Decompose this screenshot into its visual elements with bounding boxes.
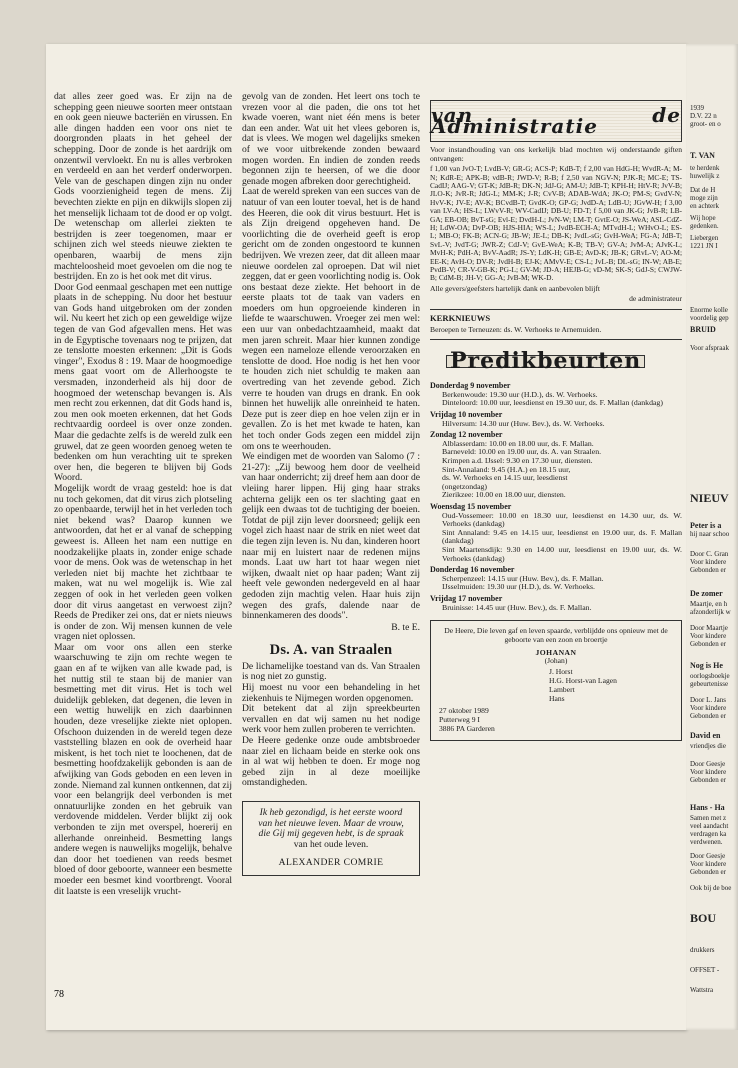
service-line: Barneveld: 10.00 en 19.00 uur, ds. A. van Straalen. bbox=[442, 447, 602, 457]
edge-text-fragment: Gebonden er bbox=[690, 712, 726, 720]
edge-text-fragment: afzonderlijk w bbox=[690, 608, 731, 616]
service-line: Oud-Vossemeer: 10.00 en 18.30 uur, leesdienst en 14.30 uur, ds. W. Verhoeks (dankdag) bbox=[442, 510, 682, 529]
edge-text-fragment: Door Geesje bbox=[690, 760, 726, 768]
paragraph: De Heere gedenke onze oude ambtsbroeder naar ziel en lichaam beide en sterke ook ons in al wat wij hebben te doen. Er moge nog gebed zijn in al deze moeilijke omstandigheden. bbox=[242, 735, 420, 789]
edge-text-fragment: De zomer bbox=[690, 589, 723, 598]
address-line: Putterweg 9 I bbox=[439, 715, 480, 725]
edge-text-fragment: Voor kindere bbox=[690, 632, 727, 640]
family-name: Hans bbox=[549, 693, 565, 703]
edge-text-fragment: hij naar schoo bbox=[690, 530, 730, 538]
edge-text-fragment: Dat de H bbox=[690, 186, 716, 194]
service-line: ds. W. Verhoeks en 14.15 uur, leesdienst bbox=[442, 473, 568, 483]
edge-text-fragment: voordelig gep bbox=[690, 314, 729, 322]
paragraph: Hij moest nu voor een behandeling in het ziekenhuis te Nijmegen worden opgenomen. bbox=[242, 682, 420, 704]
birth-name: JOHANAN bbox=[535, 647, 577, 657]
family-name: Lambert bbox=[549, 684, 575, 694]
edge-text-fragment: Wattstra bbox=[690, 986, 714, 994]
edge-text-fragment: Gebonden er bbox=[690, 566, 726, 574]
day-title: Zondag 12 november bbox=[430, 430, 503, 440]
edge-text-fragment: Voor kindere bbox=[690, 558, 727, 566]
kerknieuws-title: KERKNIEUWS bbox=[430, 313, 491, 324]
edge-text-fragment: Door Geesje bbox=[690, 852, 726, 860]
magazine-page bbox=[46, 44, 686, 1030]
service-line: Hilversum: 14.30 uur (Huw. Bev.), ds. W. Verhoeks. bbox=[442, 418, 605, 428]
administratie-logo: van de Administratie bbox=[430, 100, 682, 142]
birth-announcement bbox=[430, 620, 682, 741]
family-name: H.G. Horst-van Lagen bbox=[549, 676, 617, 686]
quote-line: die Gij mij gegeven hebt, is de spraak bbox=[258, 828, 404, 840]
admin-signature: de administrateur bbox=[629, 294, 682, 304]
edge-text-fragment: 1221 JN I bbox=[690, 242, 718, 250]
service-line: Krimpen a.d. IJssel: 9.30 en 17.30 uur, diensten. bbox=[442, 456, 593, 465]
edge-text-fragment: huwelijk z bbox=[690, 172, 720, 180]
service-line: Dinteloord: 10.00 uur, leesdienst en 19.30 uur, ds. F. Mallan (dankdag) bbox=[442, 398, 663, 408]
predikbeurten-logo bbox=[446, 344, 682, 378]
edge-text-fragment: Door L. Jans bbox=[690, 696, 726, 704]
edge-text-fragment: David en bbox=[690, 731, 721, 740]
edge-text-fragment: verdwenen. bbox=[690, 838, 723, 846]
edge-text-fragment: Hans - Ha bbox=[690, 803, 725, 812]
day-title: Donderdag 16 november bbox=[430, 565, 515, 575]
quote-box bbox=[242, 801, 420, 876]
admin-thanks: Alle gevers/geefsters hartelijk dank en aanbevolen blijft bbox=[430, 283, 600, 293]
service-line: Bruinisse: 14.45 uur (Huw. Bev.), ds. F. Mallan. bbox=[442, 602, 592, 612]
admin-intro: Voor instandhouding van ons kerkelijk blad mochten wij onderstaande giften ontvangen: bbox=[430, 145, 682, 163]
service-line: Sint-Annaland: 9.45 (H.A.) en 18.15 uur, bbox=[442, 464, 571, 474]
family-names bbox=[549, 668, 673, 703]
schedule-day bbox=[430, 503, 682, 563]
paragraph: dat alles zeer goed was. Er zijn na de schepping geen nieuwe soorten meer ontstaan en ook geen nieuwe bacteriën en virussen. En alle dingen hadden een voor ons niet te doorgronden plaats in het geheel der schepping. Door de zonde is het aardrijk om onzentwil vervloekt. En nu is alles verbroken en verdeeld en aan het verderf onderworpen. Vele van de geschapen dingen zijn nu onder Gods voorzienigheid tegen de mens. Zij bevechten ziekte en pijn en dikwijls slopen zij het menselijk lichaam tot de dood er op volgt. De wetenschap om allerlei ziekten te bestrijden is zeer toegenomen, maar er schijnen zich wel steeds nieuwe ziekten te openbaren, waarbij de mens zijn machteloosheid moet gevoelen om die nog te bestrijden. En zo is het ook met dit virus. bbox=[54, 91, 232, 283]
paragraph: Laat de wereld spreken van een succes van de natuur of van een louter toeval, het is de hand des Heeren, die ook dit virus bestuurt. Het is als Zijn dreigend opgeheven hand. De voorlichting die de overheid geeft is erop gericht om de zonden ongestoord te kunnen bedrijven. We vrezen zeer, dat dit alleen maar nieuwe oordelen zal oproepen. Dat wil niet zeggen, dat er geen voorlichting nodig is. Ook ons bestaat deze ziekte. Het behoort in de eerste plaats tot de taak van vaders en moeders om hun opgroeiende kinderen in liefde te waarschuwen. Vroeger zei men wel: een uur van onbedachtzaamheid, maakt dat men jaren schreit. Maar hier kunnen zondige wegen een nameloze ellende veroorzaken en tenslotte de dood. Hoe nodig is het hen voor te houden zich niet schuldig te maken aan overtreding van het zevende gebod. Zich verre te houden van drugs en drank. En ook binnen het huwelijk alle onreinheid te haten. Deze put is zeer diep en hoe velen zijn er in gevallen. Zo is het met kwade te haten, kan het toch onder Gods zegen een middel zijn om ons te weerhouden. bbox=[242, 186, 420, 452]
paragraph: gevolg van de zonden. Het leert ons toch te vrezen voor al die paden, die ons tot het kwade voeren, want niet één mens is beter dan een ander. Wat uit het vlees geboren is, dat is vlees. We mogen wel dagelijks smeken of we voor uitbrekende zonden bewaard mogen worden. En indien de zonden reeds begonnen zijn te heersen, of we die door genade mogen afbreken door gerechtigheid. bbox=[242, 91, 420, 187]
edge-text-fragment: gebeurtenisse bbox=[690, 680, 729, 688]
address-line: 27 oktober 1989 bbox=[439, 706, 489, 716]
service-line: Alblasserdam: 10.00 en 18.00 uur, ds. F. Mallan. bbox=[442, 438, 594, 448]
edge-text-fragment: te herdenk bbox=[690, 164, 720, 172]
edge-text-fragment: Enorme kolle bbox=[690, 306, 728, 314]
edge-text-fragment: Maartje, en h bbox=[690, 600, 728, 608]
service-line: Scherpenzeel: 14.15 uur (Huw. Bev.), ds. F. Mallan. bbox=[442, 573, 604, 583]
article-column-2 bbox=[242, 92, 420, 876]
edge-text-fragment: Voor kindere bbox=[690, 704, 727, 712]
edge-text-fragment: Nog is He bbox=[690, 661, 723, 670]
edge-text-fragment: T. VAN bbox=[690, 151, 715, 160]
paragraph: Maar om voor ons allen een sterke waarschuwing te zijn om rechte wegen te gaan en af te wijken van alle kwade pad, is het nuttig stil te staan bij de manier van besmetting met dit virus. Het is toch wel duidelijk gebleken, dat degenen, die leven in een wettig huwelijk en zich daarbinnen houden, deze vreselijke ziekte niet oplopen. Ofschoon duizenden in de wereld tegen deze vaststelling blazen en ook de overheid haar miskent, is het toch niet te loochenen, dat de besmetting hoofdzakelijk gebonden is aan de afwijking van Gods geboden en een leven in zonde. Niemand zal kunnen ontkennen, dat zij voor een belangrijk deel verbonden is met onnatuurlijke zonden en het gebruik van verdovende middelen. Verder blijkt zij ook verbonden te zijn met overspel, hoererij en allerhande onreinheid. Besmetting langs andere wegen is nauwelijks mogelijk, behalve dan door het toedienen van reeds besmet bloed of door geboorte, wanneer een besmette moeder een besmet kind voortbrengt. Vooral dit laatste is een vreselijk vrucht- bbox=[54, 641, 232, 897]
edge-text-fragment: Ook bij de boe bbox=[690, 884, 732, 892]
edge-text-fragment: Gebonden er bbox=[690, 868, 726, 876]
edge-text-fragment: gedenken. bbox=[690, 222, 719, 230]
edge-text-fragment: Voor kindere bbox=[690, 860, 727, 868]
predikbeurten-logo-text: Predikbeurten bbox=[446, 355, 645, 368]
service-line: IJsselmuiden: 19.30 uur (H.D.), ds. W. Verhoeks. bbox=[442, 582, 595, 592]
article-signature: B. te E. bbox=[391, 621, 420, 633]
edge-text-fragment: D.V. 22 n bbox=[690, 112, 717, 120]
edge-text-fragment: Door C. Gran bbox=[690, 550, 729, 558]
article-heading: Ds. A. van Straalen bbox=[269, 642, 393, 659]
edge-text-fragment: veel aandacht bbox=[690, 822, 729, 830]
schedule-day bbox=[430, 566, 682, 592]
service-line: Berkenwoude: 19.30 uur (H.D.), ds. W. Verhoeks. bbox=[442, 389, 598, 399]
edge-text-fragment: Gebonden er bbox=[690, 776, 726, 784]
schedule-day bbox=[430, 431, 682, 500]
edge-text-fragment: OFFSET - bbox=[690, 966, 720, 974]
edge-text-fragment: Gebonden er bbox=[690, 640, 726, 648]
edge-text-fragment: Voor kindere bbox=[690, 768, 727, 776]
birth-text: De Heere, Die leven gaf en leven spaarde, verblijdde ons opnieuw met de geboorte van een zoon en broertje bbox=[444, 626, 668, 644]
page-number: 78 bbox=[54, 989, 64, 1000]
edge-text-fragment: moge zijn bbox=[690, 194, 718, 202]
edge-text-fragment: groot- en o bbox=[690, 120, 721, 128]
schedule-day bbox=[430, 595, 682, 612]
paragraph: Door God eenmaal geschapen met een nuttige plaats in de schepping. Nu door het bestuur van Gods hand uitgebroken om der zonden wil. Nu keert het zich op een geweldige wijze tegen de van God afgevallen mens. Het was in de Egyptische tovenaars nog te prijzen, dat ze tenslotte moesten erkennen: „Dit is Gods vinger", Exodus 8 : 19. Maar de hoogmoedige mens gaat voort om de Allerhoogste te versmaden, inzonderheid als hij door de hoogmoed der wetenschap bevangen is. Als men recht zou erkennen, dat dit Gods hand is, zou men ook moeten erkennen, dat het Gods rechtvaardig oordeel is over onze zonden. Maar die gedachte zelfs is de wereld zulk een gruwel, dat ze geen woorden genoeg weten te bedenken om hun verachting uit te spreken over hen, die begeren te blijven bij Gods Woord. bbox=[54, 281, 232, 484]
edge-text-fragment: 1939 bbox=[690, 104, 704, 112]
quote-author: ALEXANDER COMRIE bbox=[278, 857, 384, 869]
edge-text-fragment: Liebergen bbox=[690, 234, 719, 242]
divider bbox=[430, 339, 682, 340]
donor-codes: f 1,00 van JvO-T; LvdB-V; GR-G; ACS-P; KdB-T; f 2,00 van HdG-H; WvdR-A; M-N; KdR-E; APK-B; vdB-R; JWD-V; R-B; f 2,50 van NGV-N; PJK-R; MC-E; TS-CadIJ; AAG-V; GT-K; JdB-R; DK-N; JdJ-G; AM-U; JdB-T; KPH-H; HtV-R; JvV-B; JLO-K; JvR-R; JdG-L; MM-K; J-R; CvV-B; ADAB-WdA; JK-O; PM-S; GvdV-N; HvV-K; JV-E; AV-K; BCvdB-T; GvdK-O; GP-G; JvdD-A; LdB-U; JGvW-H; f 3,00 van LV-A; HS-L; LWvV-R; WV-CadIJ; DB-U; FD-T; f 5,00 van JK-G; JvB-R; LB-GA; EB-OB; BvT-sG; Evl-E; DvdH-L; JvN-W; LM-T; GvtE-O; JS-WeA; ASL-CdZ-H; LdW-OA; DvP-OB; HJS-HIA; WS-L; JvdB-ECH-A; MTvdH-L; WHvO-L; ES-L; MB-O; FK-B; ACN-G; JB-W; JE-L; DB-K; JvdL-sG; GvH-WeA; FG-A; JdB-T; SvL-V; JvdT-G; JWR-Z; CdJ-V; GvE-WeA; K-B; TB-V; GV-A; JvM-A; AJvK-L; MvH-K; PdH-A; BvV-AadR; JS-Y; LdK-H; GB-E; AvD-K; JB-K; GRvL-V; AO-M; EE-K; AvH-O; DV-R; JvdH-B; EJ-K; AMvV-E; CS-L; JvL-B; DL-sG; IN-W; AB-E; PvdB-V; CR-V-GB-K; PG-L; GV-M; JD-A; HEJB-G; vD-M; SK-S; GdJ-S; CWJW-B; CdM-B; JH-V; GG-A; JvB-M; WK-D. bbox=[430, 164, 682, 283]
day-title: Woensdag 15 november bbox=[430, 501, 512, 511]
edge-text-fragment: Peter is a bbox=[690, 521, 722, 530]
edge-text-fragment: drukkers bbox=[690, 946, 715, 954]
quote-line: Ik heb gezondigd, is het eerste woord bbox=[259, 807, 403, 818]
edge-text-fragment: verdragen ka bbox=[690, 830, 727, 838]
service-line: (ongetzondag) bbox=[442, 481, 488, 491]
edge-text-fragment: Door Maartje bbox=[690, 624, 728, 632]
edge-text-fragment: BRUID bbox=[690, 325, 716, 334]
birth-address bbox=[439, 707, 673, 733]
divider bbox=[430, 309, 682, 310]
edge-text-fragment: NIEUV bbox=[690, 491, 729, 505]
day-title: Vrijdag 17 november bbox=[430, 593, 503, 603]
edge-text-fragment: en achterk bbox=[690, 202, 719, 210]
edge-text-fragment: Samen met z bbox=[690, 814, 727, 822]
day-title: Donderdag 9 november bbox=[430, 381, 511, 391]
kerknieuws-text: Beroepen te Terneuzen: ds. W. Verhoeks te Arnemuiden. bbox=[430, 324, 602, 334]
paragraph: We eindigen met de woorden van Salomo (7 : 21-27): „Zij bewoog hem door de veelheid van haar onderricht; zij dreef hem aan door de vleiing harer lippen. Hij ging haar straks achterna gelijk een os ter slachting gaat en gelijk een dwaas tot de tuchtiging der boeien. Totdat de pijl zijn lever doorsneed; gelijk een vogel zich haast naar de strik en niet weet dat die tegen zijn leven is. Nu dan, kinderen hoort naar mij en luistert naar de redenen mijns monds. Laat uw hart tot haar wegen niet wijken, dwaalt niet op haar paden; Want zij heeft vele gewonden nedergeveld en al haar gedoden zijn machtig velen. Haar huis zijn wegen des grafs, dalende naar de binnenkameren des doods". bbox=[242, 451, 420, 622]
edge-text-fragment: vriendjes die bbox=[690, 742, 726, 750]
paragraph: De lichamelijke toestand van ds. Van Straalen is nog niet zo gunstig. bbox=[242, 660, 420, 683]
schedule-day bbox=[430, 411, 682, 428]
adjacent-page-edge bbox=[686, 44, 738, 1030]
quote-line: van het nieuwe leven. Maar de vrouw, bbox=[258, 817, 404, 829]
birth-nickname: (Johan) bbox=[544, 656, 568, 666]
address-line: 3886 PA Garderen bbox=[439, 724, 495, 734]
article-column-1 bbox=[54, 92, 232, 897]
service-line: Sint Annaland: 9.45 en 14.15 uur, leesdienst en 19.00 uur, ds. F. Mallan (dankdag) bbox=[442, 527, 682, 546]
edge-text-fragment: BOU bbox=[690, 911, 717, 925]
edge-text-fragment: oorlogsboekje bbox=[690, 672, 730, 680]
service-line: Sint Maartensdijk: 9.30 en 14.00 uur, leesdienst en 19.00 uur, ds. W. Verhoeks (dankdag) bbox=[442, 544, 682, 563]
edge-text-fragment: Voor afspraak bbox=[690, 344, 729, 352]
day-title: Vrijdag 10 november bbox=[430, 410, 503, 420]
paragraph: Mogelijk wordt de vraag gesteld: hoe is dat nu toch gekomen, dat dit virus zich plotseling zo openbaarde, terwijl het in het verleden toch niet bekend was? Daarop kunnen we antwoorden, dat het er al vanaf de schepping geweest is. Alleen het nam een nuttige en noodzakelijke plaats in, zonder enige schade voor de mens. Ook was de wetenschap in het verleden niet bij machte het zichtbaar te maken, wat nu wel mogelijk is. Wie zal zeggen of ook in het verleden geen volken door dit virus aangetast en verwoest zijn? Reeds de Prediker zei ons, dat er niets nieuws is onder de zon. Wij mensen kunnen de vele vragen niet oplossen. bbox=[54, 482, 232, 643]
service-line: Zierikzee: 10.00 en 18.00 uur, diensten. bbox=[442, 490, 566, 500]
schedule-day bbox=[430, 382, 682, 408]
paragraph: Dit betekent dat al zijn spreekbeurten vervallen en dat wij samen nu het nodige werk voor hem zullen proberen te verrichten. bbox=[242, 703, 420, 736]
edge-text-fragment: Wij hope bbox=[690, 214, 716, 222]
sidebar-column bbox=[430, 100, 682, 741]
quote-line: van het oude leven. bbox=[293, 838, 369, 850]
family-name: J. Horst bbox=[549, 667, 573, 677]
